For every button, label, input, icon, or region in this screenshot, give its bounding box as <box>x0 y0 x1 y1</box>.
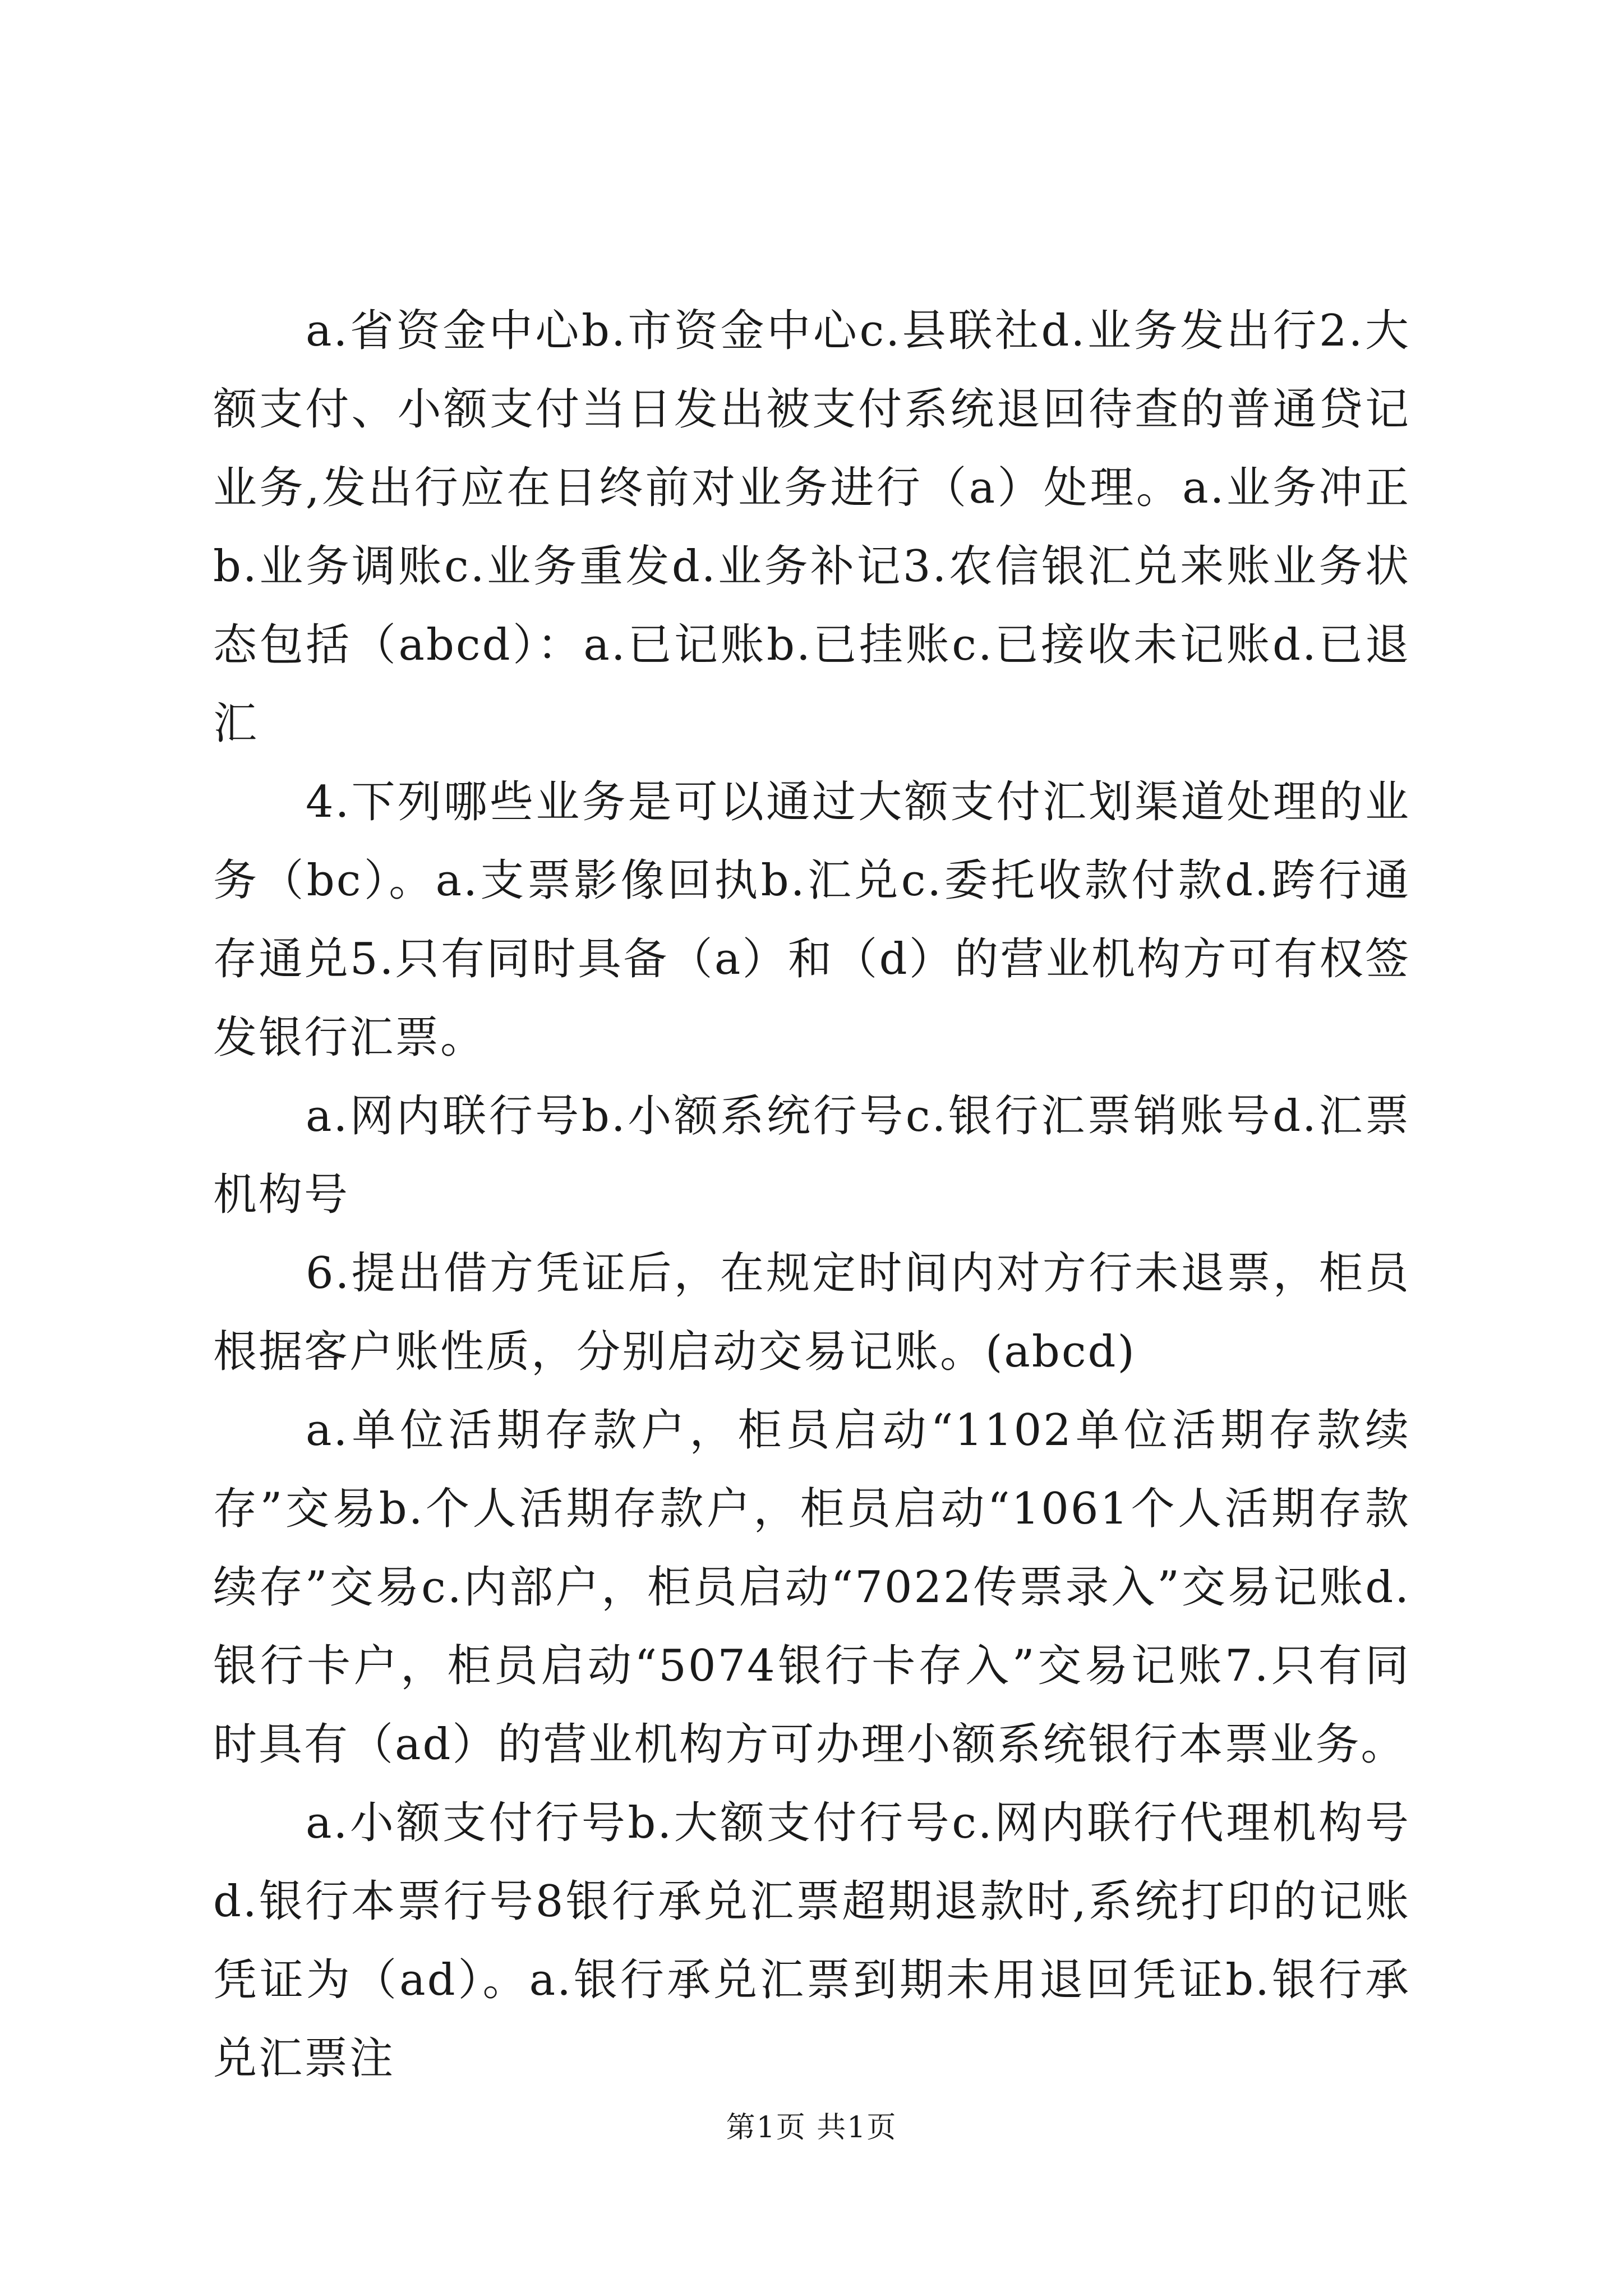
paragraph-4: 6.提出借方凭证后，在规定时间内对方行未退票，柜员根据客户账性质，分别启动交易记账。(abcd) <box>213 1248 1410 1377</box>
paragraph-1: a.省资金中心b.市资金中心c.县联社d.业务发出行2.大额支付、小额支付当日发出被支付系统退回待查的普通贷记业务,发出行应在日终前对业务进行（a）处理。a.业务冲正b.业务调账c.业务重发d.业务补记3.农信银汇兑来账业务状态包括（abcd）：a.已记账b.已挂账c.已接收未记账d.已退汇 <box>213 306 1410 749</box>
paragraph-6: a.小额支付行号b.大额支付行号c.网内联行代理机构号d.银行本票行号8银行承兑汇票超期退款时,系统打印的记账凭证为（ad）。a.银行承兑汇票到期未用退回凭证b.银行承兑汇票注 <box>213 1798 1410 2084</box>
paragraph-2: 4.下列哪些业务是可以通过大额支付汇划渠道处理的业务（bc）。a.支票影像回执b.汇兑c.委托收款付款d.跨行通存通兑5.只有同时具备（a）和（d）的营业机构方可有权签发银行汇票。 <box>213 777 1410 1063</box>
paragraph-5: a.单位活期存款户，柜员启动“1102单位活期存款续存”交易b.个人活期存款户，柜员启动“1061个人活期存款续存”交易c.内部户，柜员启动“7022传票录入”交易记账d.银行卡户，柜员启动“5074银行卡存入”交易记账7.只有同时具有（ad）的营业机构方可办理小额系统银行本票业务。 <box>213 1405 1410 1770</box>
document-body <box>213 292 1410 2098</box>
page-footer: 第1页 共1页 <box>726 2111 897 2145</box>
paragraph-3: a.网内联行号b.小额系统行号c.银行汇票销账号d.汇票机构号 <box>213 1091 1410 1220</box>
